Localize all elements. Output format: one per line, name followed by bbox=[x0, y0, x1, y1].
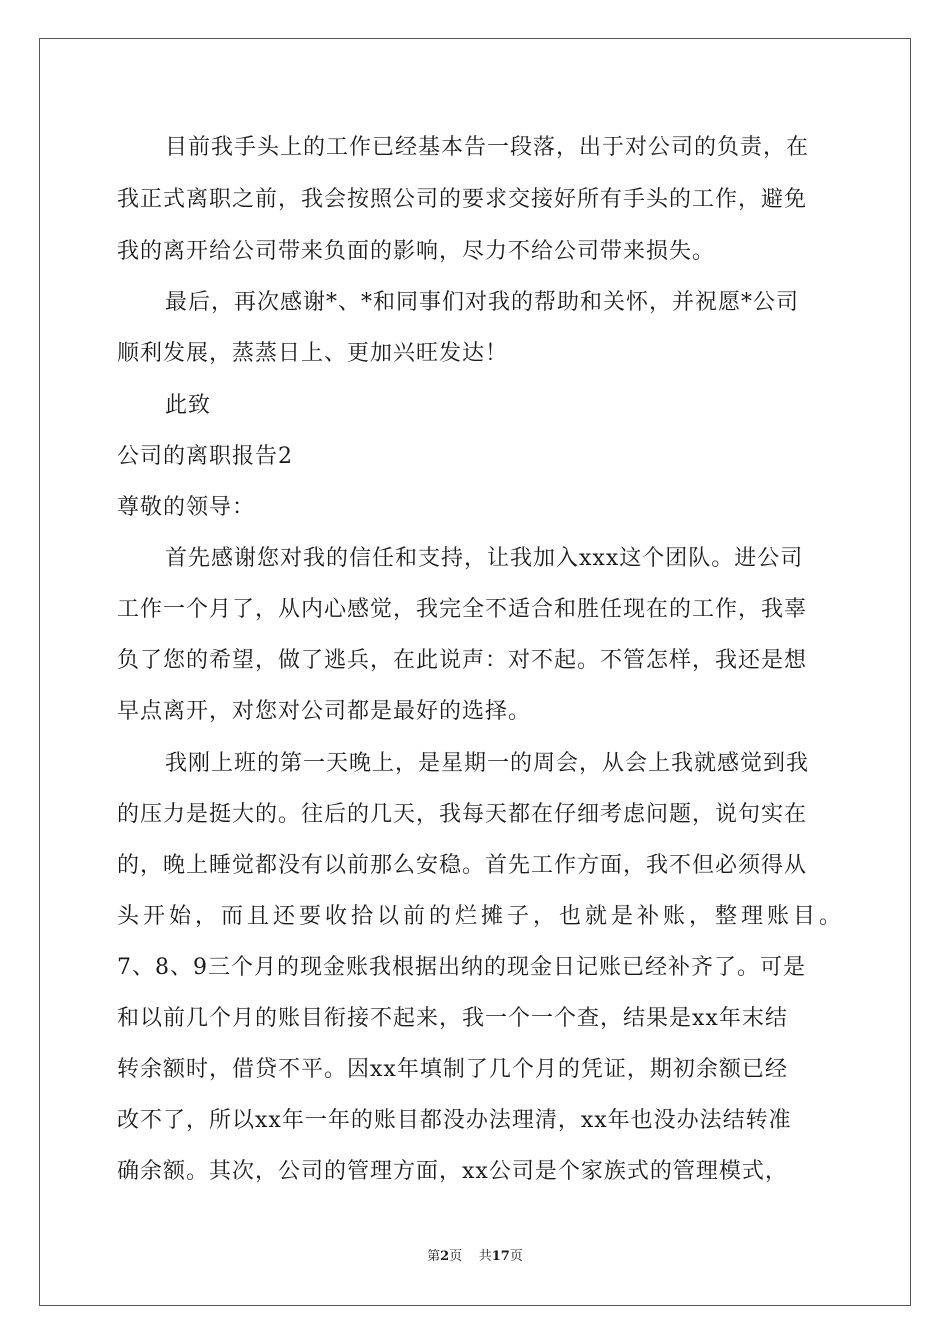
paragraph-line: 首先感谢您对我的信任和支持，让我加入xxx这个团队。进公司 bbox=[165, 546, 804, 571]
paragraph-line: 早点离开，对您对公司都是最好的选择。 bbox=[117, 699, 532, 724]
paragraph-line: 顺利发展，蒸蒸日上、更加兴旺发达！ bbox=[117, 341, 509, 366]
paragraph-line: 我的离开给公司带来负面的影响，尽力不给公司带来损失。 bbox=[117, 239, 716, 264]
section-title: 公司的离职报告2 bbox=[117, 444, 293, 469]
paragraph-line: 转余额时，借贷不平。因xx年填制了几个月的凭证，期初余额已经 bbox=[117, 1057, 788, 1082]
paragraph-line: 和以前几个月的账目衔接不起来，我一个一个查，结果是xx年末结 bbox=[117, 1006, 788, 1031]
paragraph-line: 的，晚上睡觉都没有以前那么安稳。首先工作方面，我不但必须得从 bbox=[117, 853, 808, 878]
page-footer bbox=[0, 1245, 950, 1264]
paragraph-line: 我正式离职之前，我会按照公司的要求交接好所有手头的工作，避免 bbox=[117, 187, 808, 212]
paragraph-line: 目前我手头上的工作已经基本告一段落，出于对公司的负责，在 bbox=[165, 135, 810, 160]
greeting: 尊敬的领导： bbox=[117, 495, 256, 520]
page-total: 共17页 bbox=[478, 1249, 523, 1264]
paragraph-line: 改不了，所以xx年一年的账目都没办法理清，xx年也没办法结转准 bbox=[117, 1108, 792, 1133]
paragraph-line: 7、8、9三个月的现金账我根据出纳的现金日记账已经补齐了。可是 bbox=[117, 955, 806, 980]
page-number: 第2页 bbox=[427, 1249, 463, 1264]
closing-salutation: 此致 bbox=[165, 393, 212, 418]
paragraph-line: 工作一个月了，从内心感觉，我完全不适合和胜任现在的工作，我辜 bbox=[117, 597, 808, 622]
paragraph-line: 确余额。其次，公司的管理方面，xx公司是个家族式的管理模式， bbox=[117, 1159, 788, 1184]
paragraph-line: 最后，再次感谢*、*和同事们对我的帮助和关怀，并祝愿*公司 bbox=[165, 290, 800, 315]
paragraph-line: 的压力是挺大的。往后的几天，我每天都在仔细考虑问题，说句实在 bbox=[117, 802, 808, 827]
paragraph-line: 头开始，而且还要收拾以前的烂摊子，也就是补账，整理账目。 bbox=[117, 904, 846, 929]
paragraph-line: 我刚上班的第一天晚上，是星期一的周会，从会上我就感觉到我 bbox=[165, 751, 810, 776]
paragraph-line: 负了您的希望，做了逃兵，在此说声：对不起。不管怎样，我还是想 bbox=[117, 648, 808, 673]
